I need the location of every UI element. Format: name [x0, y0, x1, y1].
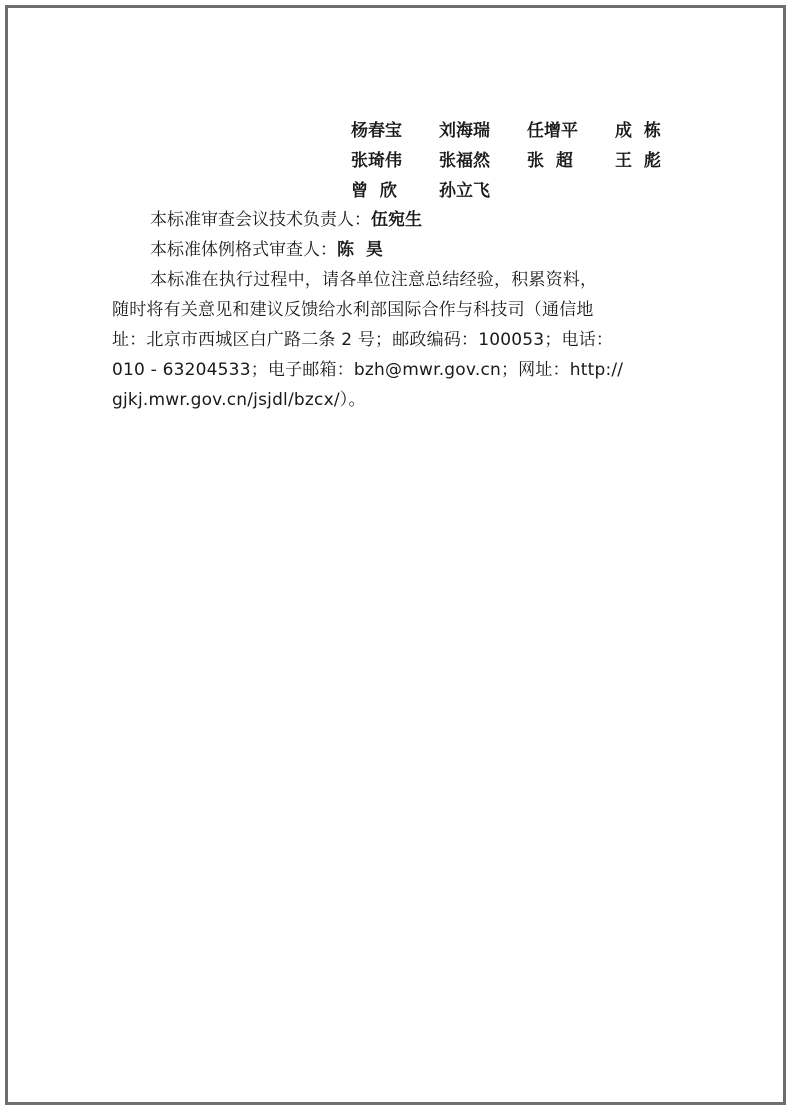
tech-reviewer-name: 伍宛生 — [371, 210, 422, 230]
drafter-name: 刘海瑞 — [439, 121, 490, 141]
drafter-name: 张琦伟 — [351, 151, 402, 171]
notice-line: 010 - 63204533；电子邮箱：bzh@mwr.gov.cn；网址：http:// — [112, 360, 624, 380]
names-row — [351, 176, 685, 206]
drafter-name: 张福然 — [439, 151, 490, 171]
notice-line: 本标准在执行过程中，请各单位注意总结经验，积累资料， — [150, 270, 598, 290]
drafter-name: 王 彪 — [615, 151, 661, 171]
drafters-names-list — [351, 116, 685, 206]
notice-line: 随时将有关意见和建议反馈给水利部国际合作与科技司（通信地 — [112, 300, 594, 320]
format-reviewer-name: 陈 昊 — [337, 240, 383, 260]
tech-reviewer-line — [150, 205, 422, 235]
drafter-name: 孙立飞 — [439, 181, 490, 201]
format-reviewer-line — [150, 235, 383, 265]
drafter-name: 成 栋 — [615, 121, 661, 141]
drafter-name: 杨春宝 — [351, 121, 402, 141]
format-reviewer-role: 本标准体例格式审查人： — [150, 240, 337, 260]
drafter-name: 曾 欣 — [351, 181, 397, 201]
notice-line: 址：北京市西城区白广路二条 2 号；邮政编码：100053；电话： — [112, 330, 614, 350]
drafter-name: 张 超 — [527, 151, 573, 171]
names-row — [351, 146, 685, 176]
tech-reviewer-role: 本标准审查会议技术负责人： — [150, 210, 371, 230]
drafter-name: 任增平 — [527, 121, 578, 141]
names-row — [351, 116, 685, 146]
notice-line: gjkj.mwr.gov.cn/jsjdl/bzcx/）。 — [112, 390, 366, 410]
